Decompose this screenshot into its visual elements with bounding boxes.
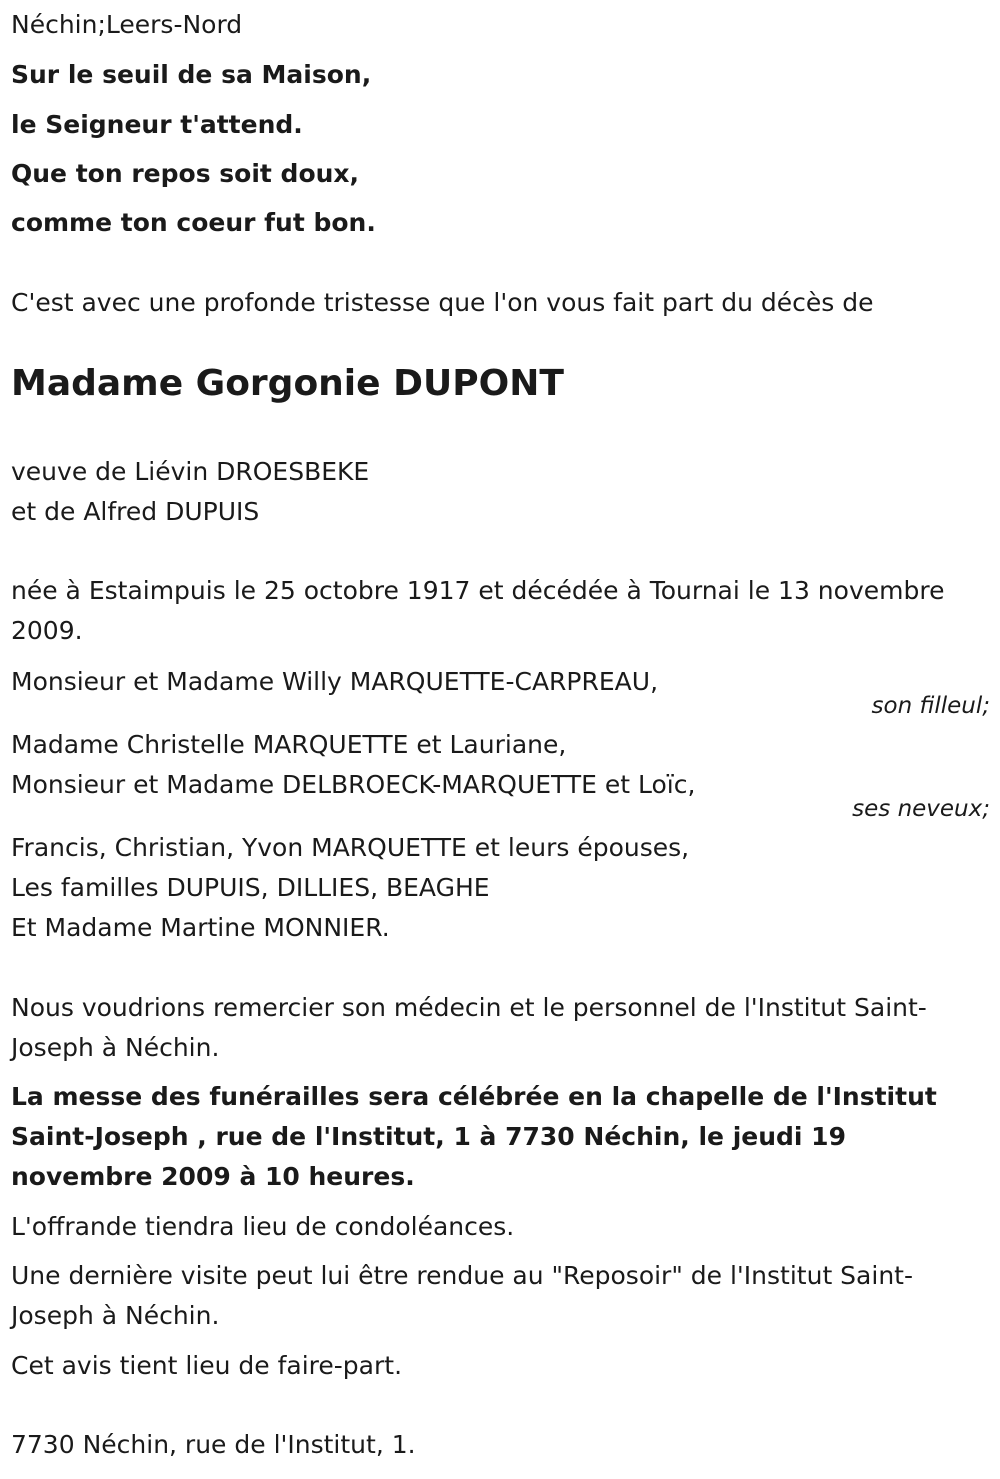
poem-line-2: le Seigneur t'attend.	[11, 110, 303, 139]
poem-line-4: comme ton coeur fut bon.	[11, 208, 376, 237]
family-godson: Monsieur et Madame Willy MARQUETTE-CARPREAU,	[11, 667, 659, 696]
family-godson-role: son filleul;	[871, 693, 990, 719]
family-nephew-2: Monsieur et Madame DELBROECK-MARQUETTE et Loïc,	[11, 770, 696, 799]
family-other-1: Francis, Christian, Yvon MARQUETTE et leurs épouses,	[11, 833, 690, 862]
thanks-text: Nous voudrions remercier son médecin et le personnel de l'Institut Saint-Joseph à Néchin.	[11, 993, 927, 1062]
family-other-3: Et Madame Martine MONNIER.	[11, 913, 390, 942]
notice-text: Cet avis tient lieu de faire-part.	[11, 1351, 403, 1380]
location-line: Néchin;Leers-Nord	[11, 10, 243, 39]
funeral-text: La messe des funérailles sera célébrée en la chapelle de l'Institut Saint-Joseph , rue de l'Institut, 1 à 7730 Néchin, le jeudi 19 novembre 2009 à 10 heures.	[11, 1082, 937, 1191]
poem-line-1: Sur le seuil de sa Maison,	[11, 60, 372, 89]
family-other-2: Les familles DUPUIS, DILLIES, BEAGHE	[11, 873, 490, 902]
family-nephew-1: Madame Christelle MARQUETTE et Lauriane,	[11, 730, 567, 759]
offering-text: L'offrande tiendra lieu de condoléances.	[11, 1212, 515, 1241]
family-nephews-role: ses neveux;	[852, 796, 990, 822]
widow-of-line-2: et de Alfred DUPUIS	[11, 497, 260, 526]
poem-line-3: Que ton repos soit doux,	[11, 159, 360, 188]
birth-death-text: née à Estaimpuis le 25 octobre 1917 et décédée à Tournai le 13 novembre 2009.	[11, 576, 945, 645]
address-text: 7730 Néchin, rue de l'Institut, 1.	[11, 1430, 416, 1459]
visit-text: Une dernière visite peut lui être rendue au "Reposoir" de l'Institut Saint-Joseph à Néchin.	[11, 1261, 913, 1330]
deceased-name: Madame Gorgonie DUPONT	[11, 363, 564, 404]
widow-of-line-1: veuve de Liévin DROESBEKE	[11, 457, 370, 486]
announcement-text: C'est avec une profonde tristesse que l'on vous fait part du décès de	[11, 288, 874, 317]
